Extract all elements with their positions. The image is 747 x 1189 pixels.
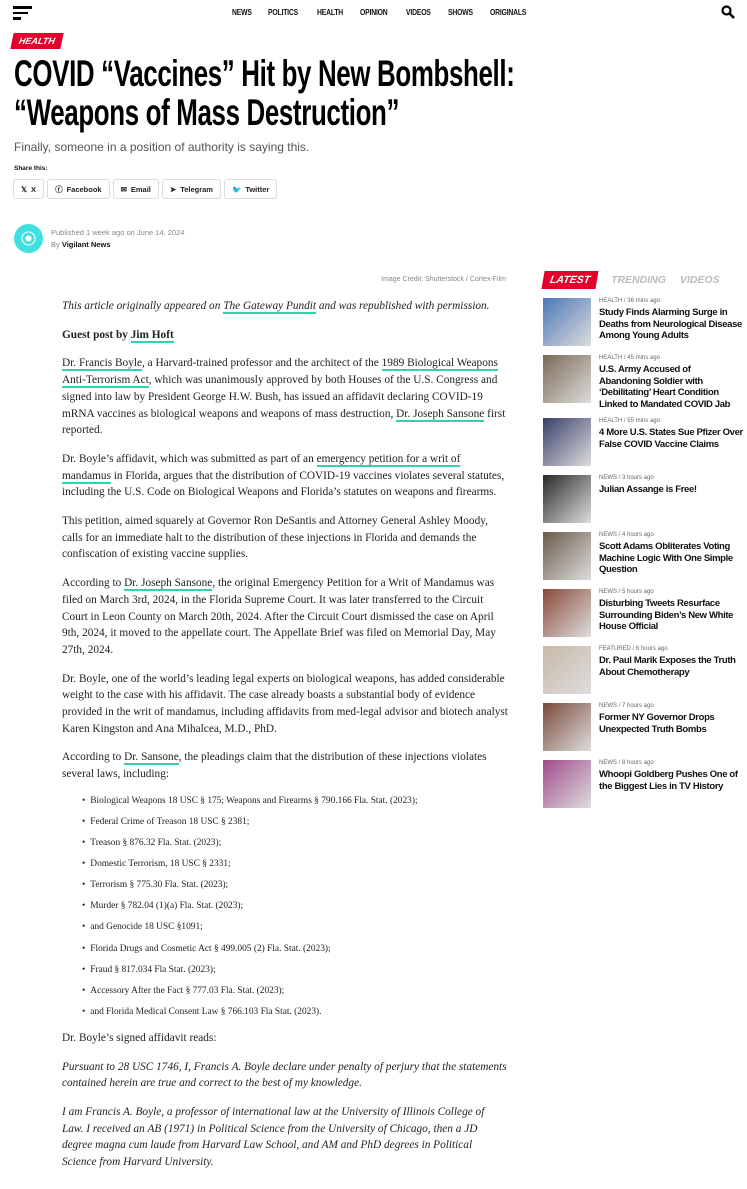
paragraph [62,513,508,563]
item-meta: HEALTH / 45 mins ago [599,355,660,361]
nav-news[interactable]: NEWS [232,8,252,17]
sidebar-list-item[interactable] [543,532,743,581]
share-label: Email [130,184,151,194]
facebook-icon: ⓕ [55,184,63,194]
share-buttons [13,179,277,199]
list-item: • Terrorism § 775.30 Fla. Stat. (2023); [82,877,508,893]
item-title[interactable]: Former NY Governor Drops Unexpected Truth Bombs [599,712,715,735]
list-item: • Domestic Terrorism, 18 USC § 2331; [82,856,508,872]
paragraph [62,749,508,782]
share-facebook-button[interactable] [47,179,110,199]
item-meta: NEWS / 8 hours ago [599,760,654,766]
text: , the original Emergency Petition for a Writ of Mandamus was filed on March 3rd, 2024, in the Florida Supreme Court. It was later transferred to the Circuit Court in Leon County on March 20th, 2024. After the Circuit Court dismissed the case on April 9th, 2024, it moved to the appellate court. The Appellate Brief was filed on Memorial Day, May 27th, 2024. [62,577,496,656]
item-meta: NEWS / 5 hours ago [599,589,654,595]
share-label: Share this: [14,165,48,172]
nav-originals[interactable]: ORIGINALS [489,8,527,17]
list-item: • Murder § 782.04 (1)(a) Fla. Stat. (2023); [82,898,508,914]
tab-trending[interactable]: TRENDING [611,274,666,286]
tab-latest[interactable]: LATEST [541,271,598,289]
text: , a Harvard-trained professor and the architect of the [142,357,382,370]
item-title[interactable]: 4 More U.S. States Sue Pfizer Over False COVID Vaccine Claims [599,427,743,450]
item-text [599,418,743,467]
inline-link[interactable]: Dr. Joseph Sansone [124,577,213,590]
thumbnail-image[interactable] [543,532,591,580]
inline-link[interactable]: 1989 Biological Weapons Anti-Terrorism Act [62,357,498,387]
text: and was republished with permission. [316,300,490,312]
thumbnail-image[interactable] [543,760,591,808]
item-text [599,703,743,752]
text: Dr. Boyle, one of the world’s leading legal experts on biological weapons, has added considerable weight to the case with his affidavit. The case already boasts a substantial body of evidence provided in the writ of mandamus, including affidavits from med-legal advisor and biotech analyst Karen Kingston and Ana Mihalcea, M.D., PhD. [62,672,508,735]
item-text [599,532,743,581]
list-item: • and Genocide 18 USC §1091; [82,919,508,935]
item-text [599,355,743,410]
affidavit-quote: Pursuant to 28 USC 1746, I, Francis A. Boyle declare under penalty of perjury that the statements contained herein are true and correct to the best of my knowledge. [62,1060,507,1090]
sidebar-list-item[interactable] [543,703,743,752]
sidebar-list-item[interactable] [543,298,743,347]
item-title[interactable]: Whoopi Goldberg Pushes One of the Biggest Lies in TV History [599,769,738,792]
by-label: By [51,239,60,249]
item-title[interactable]: Disturbing Tweets Resurface Surrounding Biden’s New White House Official [599,598,734,632]
list-item: • Treason § 876.32 Fla. Stat. (2023); [82,835,508,851]
sidebar-list-item[interactable] [543,475,743,524]
sidebar [543,270,743,817]
item-meta: FEATURED / 6 hours ago [599,646,668,652]
text: in Florida, argues that the distribution of COVID-19 vaccines violates several statutes, including the U.S. Code on Biological Weapons and Florida’s statutes on weapons and firearms. [62,469,505,499]
share-email-button[interactable] [113,179,159,199]
category-badge[interactable]: HEALTH [10,33,63,49]
text: first reported. [62,407,506,437]
thumbnail-image[interactable] [543,355,591,403]
thumbnail-image[interactable] [543,589,591,637]
sidebar-list-item[interactable] [543,760,743,809]
paragraph [62,575,508,659]
nav-shows[interactable]: SHOWS [447,8,473,17]
paragraph [62,327,508,344]
item-meta: HEALTH / 55 mins ago [599,418,660,424]
item-meta: HEALTH / 36 mins ago [599,298,660,304]
inline-link[interactable]: The Gateway Pundit [223,300,317,312]
search-icon[interactable] [721,5,735,19]
item-title[interactable]: Julian Assange is Free! [599,484,697,495]
author-name[interactable]: Vigilant News [61,239,111,249]
telegram-icon: ➤ [169,184,177,194]
list-item: • Federal Crime of Treason 18 USC § 2381; [82,814,508,830]
item-text [599,646,743,695]
share-x-button[interactable] [13,179,44,199]
nav-politics[interactable]: POLITICS [268,8,299,17]
email-icon: ✉ [120,184,127,194]
list-item: • and Florida Medical Consent Law § 766.103 Fla Stat. (2023). [82,1004,508,1020]
share-label: Facebook [66,184,102,194]
list-item: • Fraud § 817.034 Fla Stat. (2023); [82,962,508,978]
x-icon: 𝕏 [21,184,28,194]
share-label: X [31,184,37,194]
text: , which was unanimously approved by both Houses of the U.S. Congress and signed into law by President George H.W. Bush, has issued an affidavit declaring COVID-19 mRNA vaccines as biological weapons and weapons of mass destruction, [62,374,498,420]
sidebar-list-item[interactable] [543,589,743,638]
image-credit: Image Credit: Shutterstock / Cortex-Film [381,276,506,283]
list-item: • Florida Drugs and Cosmetic Act § 499.005 (2) Fla. Stat. (2023); [82,941,508,957]
item-meta: NEWS / 7 hours ago [599,703,654,709]
inline-link[interactable]: Dr. Sansone [124,751,179,764]
item-title[interactable]: U.S. Army Accused of Abandoning Soldier with ‘Debilitating’ Heart Condition Linked to Mandated COVID Jab [599,364,731,410]
inline-link[interactable]: Jim Hoft [130,328,174,341]
share-twitter-button[interactable] [224,179,277,199]
item-text [599,760,743,809]
paragraph [62,355,508,439]
tab-videos[interactable]: VIDEOS [679,274,720,286]
text: According to [62,751,125,764]
text: , the pleadings claim that the distribution of these injections violates several laws, including: [62,751,487,781]
article-body [62,298,508,1183]
sidebar-list-item[interactable] [543,418,743,467]
paragraph [62,298,508,315]
sidebar-list-item[interactable] [543,646,743,695]
thumbnail-image[interactable] [543,298,591,346]
text: Guest post by [62,328,131,341]
inline-link[interactable]: emergency petition for a writ of mandamus [62,452,461,482]
published-date: Published 1 week ago on June 14, 2024 [51,227,185,237]
twitter-icon: 🐦 [231,184,242,194]
text: According to [62,577,125,590]
list-item: • Biological Weapons 18 USC § 175; Weapons and Firearms § 790.166 Fla. Stat. (2023); [82,793,508,809]
item-text [599,298,743,347]
list-item: • Accessory After the Fact § 777.03 Fla. Stat. (2023); [82,983,508,999]
paragraph [62,451,508,501]
avatar [14,224,43,253]
item-title[interactable]: Scott Adams Obliterates Voting Machine Logic With One Simple Question [599,541,733,575]
thumbnail-image[interactable] [543,703,591,751]
nav-links [232,8,532,17]
paragraph: Dr. Boyle’s signed affidavit reads: [62,1031,217,1044]
item-meta: NEWS / 4 hours ago [599,532,654,538]
item-meta: NEWS / 3 hours ago [599,475,654,481]
paragraph [62,671,508,738]
page-title: COVID “Vaccines” Hit by New Bombshell: “Weapons of Mass Destruction” [14,53,515,133]
inline-link[interactable]: Dr. Joseph Sansone [396,407,485,420]
inline-link[interactable]: Dr. Francis Boyle [62,357,143,370]
item-title[interactable]: Study Finds Alarming Surge in Deaths from Neurological Disease Among Young Adults [599,307,742,341]
menu-icon[interactable] [13,6,33,20]
share-label: Telegram [180,184,213,194]
text: This article originally appeared on [62,300,224,312]
laws-list [82,793,508,1020]
nav-videos[interactable]: VIDEOS [405,8,431,17]
text: Dr. Boyle’s affidavit, which was submitted as part of an [62,452,317,465]
sidebar-list-item[interactable] [543,355,743,410]
thumbnail-image[interactable] [543,418,591,466]
thumbnail-image[interactable] [543,475,591,523]
item-title[interactable]: Dr. Paul Marik Exposes the Truth About Chemotherapy [599,655,736,678]
item-text [599,475,697,524]
nav-opinion[interactable]: OPINION [360,8,388,17]
nav-health[interactable]: HEALTH [316,8,343,17]
thumbnail-image[interactable] [543,646,591,694]
affidavit-quote: I am Francis A. Boyle, a professor of international law at the University of Illinois College of Law. I received an AB (1971) in Political Science from the University of Chicago, then a JD degree magna cum laude from Harvard Law School, and AM and PhD degrees in Political Science from Harvard University. [62,1105,485,1169]
sidebar-tabs [543,270,743,290]
author-block [14,224,184,253]
share-telegram-button[interactable] [162,179,221,199]
subtitle: Finally, someone in a position of authority is saying this. [14,140,310,154]
item-text [599,589,743,638]
share-label: Twitter [245,184,270,194]
text: This petition, aimed squarely at Governor Ron DeSantis and Attorney General Ashley Moody, calls for an immediate halt to the distribution of these injections in Florida and demands the confiscation of existing vaccine supplies. [62,515,488,561]
top-nav [0,0,747,26]
